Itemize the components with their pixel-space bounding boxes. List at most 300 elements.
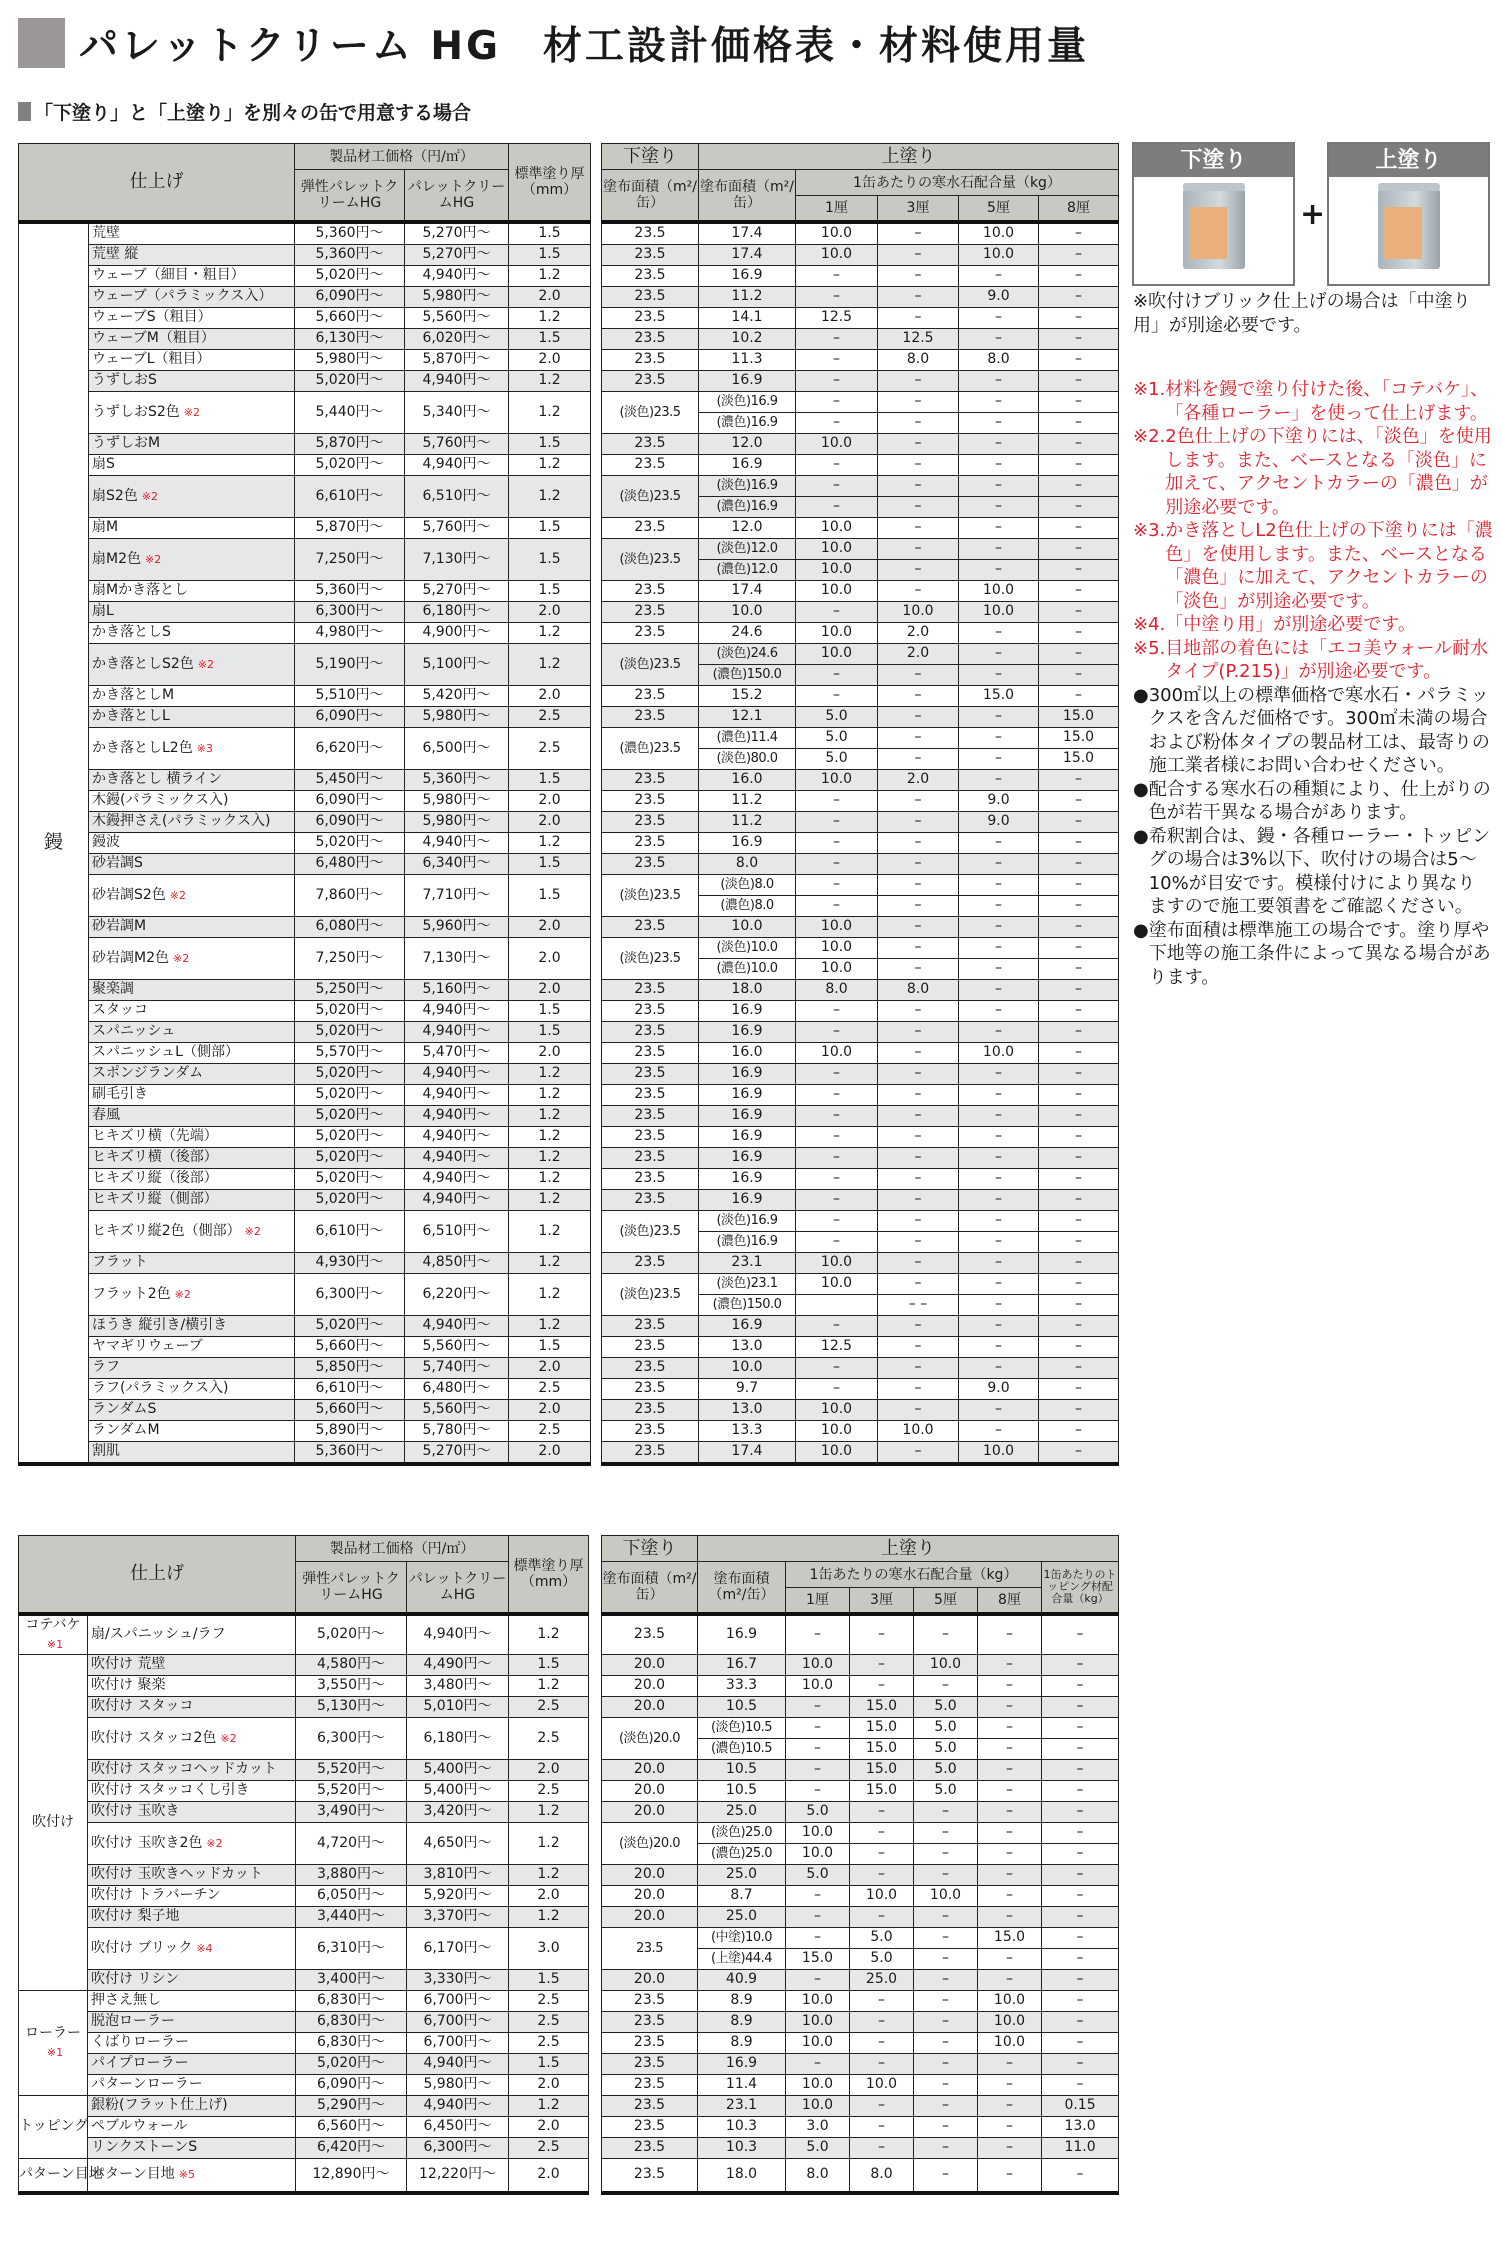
table-row <box>19 1357 1119 1378</box>
price-elastic: 5,440円～ <box>295 391 405 433</box>
table-row <box>19 1252 1119 1273</box>
table-row <box>19 454 1119 475</box>
footnote-ref: ※2 <box>141 489 159 503</box>
gap <box>591 1336 602 1357</box>
mix-amount: 10.0 <box>850 2074 914 2095</box>
price-standard: 5,340円～ <box>405 391 509 433</box>
topcoat-area: 16.9 <box>698 2053 786 2074</box>
mix-amount: – <box>796 853 878 874</box>
mix-amount: 5.0 <box>914 1738 978 1759</box>
finish-name <box>89 433 295 454</box>
thickness: 2.0 <box>509 1759 589 1780</box>
topcoat-area: (淡色)16.9 <box>699 391 796 412</box>
category-note: ※1 <box>46 2045 64 2059</box>
mix-amount: – <box>978 1675 1042 1696</box>
bullet-note <box>1133 778 1493 825</box>
finish-name-text: ランダムS <box>92 1401 157 1417</box>
mix-amount: 10.0 <box>878 601 959 622</box>
finish-name <box>88 2074 296 2095</box>
undercoat-area: 23.5 <box>602 517 699 538</box>
topping-amount: – <box>1042 2011 1119 2032</box>
category-label: 鏝 <box>43 831 63 853</box>
mix-amount: – <box>850 1654 914 1675</box>
table-row <box>19 1969 1119 1990</box>
thickness: 2.0 <box>509 1357 591 1378</box>
mix-amount: – <box>1039 811 1119 832</box>
price-elastic: 6,050円～ <box>296 1885 407 1906</box>
finish-name <box>88 1614 296 1655</box>
gap <box>591 307 602 328</box>
finish-name-text: ほうき 縦引き/横引き <box>92 1317 228 1333</box>
undercoat-area: 23.5 <box>602 1378 699 1399</box>
mix-amount: – <box>796 1168 878 1189</box>
mix-amount: – <box>914 2137 978 2158</box>
section-subtitle <box>18 98 471 125</box>
mix-amount: – <box>878 559 959 580</box>
finish-name-text: パターンローラー <box>91 2076 203 2092</box>
price-elastic: 6,830円～ <box>296 2032 407 2053</box>
finish-name-text: ウェーブ（細目・粗目） <box>92 267 245 283</box>
price-elastic: 5,020円～ <box>295 1126 405 1147</box>
topcoat-area: 16.7 <box>698 1654 786 1675</box>
footnote-ref: ※2 <box>206 1836 223 1850</box>
mix-amount: – <box>1039 1000 1119 1021</box>
topping-amount: – <box>1042 2053 1119 2074</box>
finish-name-text: 鏝波 <box>92 834 120 850</box>
mix-amount: – <box>914 1614 978 1655</box>
table-row <box>19 2053 1119 2074</box>
mix-amount: – <box>878 538 959 559</box>
topcoat-area: 8.0 <box>699 853 796 874</box>
price-elastic: 4,720円～ <box>296 1822 407 1864</box>
mix-amount: – <box>1039 1294 1119 1315</box>
mix-amount: 10.0 <box>796 1441 878 1464</box>
table-row <box>19 1927 1119 1948</box>
finish-name <box>88 2116 296 2137</box>
mix-amount: – <box>959 748 1039 769</box>
mix-amount: 15.0 <box>978 1927 1042 1948</box>
mix-amount: – <box>786 1696 850 1717</box>
topcoat-area: (濃色)150.0 <box>699 664 796 685</box>
finish-name <box>89 811 295 832</box>
thickness: 2.5 <box>509 1420 591 1441</box>
mix-amount: – <box>796 832 878 853</box>
finish-name <box>89 475 295 517</box>
mix-amount: – <box>878 1063 959 1084</box>
gap <box>591 790 602 811</box>
undercoat-area: (淡色)23.5 <box>602 1210 699 1252</box>
topcoat-area: 40.9 <box>698 1969 786 1990</box>
mix-amount: – <box>1039 769 1119 790</box>
gap <box>589 2095 602 2116</box>
mix-amount: 10.0 <box>978 1990 1042 2011</box>
finish-name-text: パイプローラー <box>91 2055 189 2071</box>
price-standard: 6,700円～ <box>407 2011 509 2032</box>
topcoat-area: 25.0 <box>698 1801 786 1822</box>
thickness: 2.0 <box>509 2158 589 2193</box>
mix-amount: – <box>878 706 959 727</box>
topcoat-area: (淡色)16.9 <box>699 475 796 496</box>
mix-amount: – <box>914 1906 978 1927</box>
price-standard: 4,940円～ <box>407 2053 509 2074</box>
gap <box>589 1885 602 1906</box>
mix-amount: 8.0 <box>878 349 959 370</box>
finish-name-text: リンクストーンS <box>91 2139 198 2155</box>
topcoat-area: 16.9 <box>699 1168 796 1189</box>
price-elastic: 7,860円～ <box>295 874 405 916</box>
mix-amount: 10.0 <box>959 580 1039 601</box>
mix-amount: – <box>1039 454 1119 475</box>
mix-amount: – <box>878 1021 959 1042</box>
topcoat-area: 8.7 <box>698 1885 786 1906</box>
table-row <box>19 433 1119 454</box>
price-elastic: 5,510円～ <box>295 685 405 706</box>
plus-icon: + <box>1300 197 1326 232</box>
finish-name-text: スパニッシュ <box>92 1023 176 1039</box>
topcoat-area: 10.5 <box>698 1759 786 1780</box>
mix-amount: – <box>959 937 1039 958</box>
undercoat-area: (淡色)23.5 <box>602 475 699 517</box>
mix-amount: 10.0 <box>959 244 1039 265</box>
table-row <box>19 580 1119 601</box>
mix-amount: – <box>796 664 878 685</box>
mix-amount: – <box>914 1864 978 1885</box>
undercoat-area: 23.5 <box>602 1063 699 1084</box>
price-elastic: 6,090円～ <box>296 2074 407 2095</box>
finish-name <box>89 979 295 1000</box>
mix-amount: – <box>959 706 1039 727</box>
footnote-ref: ※2 <box>197 657 215 671</box>
price-elastic: 5,360円～ <box>295 244 405 265</box>
topcoat-area: 12.1 <box>699 706 796 727</box>
mix-amount: 9.0 <box>959 790 1039 811</box>
finish-name <box>89 391 295 433</box>
header-row <box>19 1536 1119 1562</box>
undercoat-area: 23.5 <box>602 1147 699 1168</box>
mix-amount: – <box>850 1864 914 1885</box>
mix-amount: – <box>914 2074 978 2095</box>
gap <box>589 1801 602 1822</box>
thickness: 1.2 <box>509 1315 591 1336</box>
finish-name-text: 扇S <box>92 456 115 472</box>
thickness: 2.0 <box>509 1885 589 1906</box>
undercoat-area: 23.5 <box>602 1105 699 1126</box>
topcoat-area: (濃色)16.9 <box>699 412 796 433</box>
table-row <box>19 1654 1119 1675</box>
mix-amount: 3.0 <box>786 2116 850 2137</box>
mix-amount: – <box>959 664 1039 685</box>
price-standard: 6,700円～ <box>407 2032 509 2053</box>
topcoat-area: (淡色)10.0 <box>699 937 796 958</box>
gap <box>591 222 602 245</box>
mix-amount: 5.0 <box>914 1717 978 1738</box>
thickness: 1.5 <box>509 1654 589 1675</box>
price-standard: 7,130円～ <box>405 538 509 580</box>
thickness: 2.5 <box>509 1696 589 1717</box>
mix-amount: – <box>796 1126 878 1147</box>
footnote <box>1133 519 1493 613</box>
topcoat-area: 16.9 <box>699 1315 796 1336</box>
mix-amount: 15.0 <box>850 1696 914 1717</box>
topcoat-area: (淡色)80.0 <box>699 748 796 769</box>
price-standard: 5,360円～ <box>405 769 509 790</box>
price-standard: 5,760円～ <box>405 433 509 454</box>
undercoat-area: 23.5 <box>602 1441 699 1464</box>
footnote-mark: ※3. <box>1133 520 1166 541</box>
thickness: 1.5 <box>509 1969 589 1990</box>
price-standard: 6,500円～ <box>405 727 509 769</box>
thickness: 1.2 <box>509 1063 591 1084</box>
finish-name <box>89 790 295 811</box>
gap <box>591 1315 602 1336</box>
price-elastic: 6,310円～ <box>296 1927 407 1969</box>
table-row <box>19 1614 1119 1655</box>
mix-amount: 10.0 <box>914 1654 978 1675</box>
page-title-text: パレットクリーム HG 材工設計価格表・材料使用量 <box>79 24 1090 69</box>
finish-name-text: かき落とし 横ライン <box>92 771 223 787</box>
topcoat-area: 17.4 <box>699 580 796 601</box>
topcoat-can-label: 上塗り <box>1329 144 1488 177</box>
price-standard: 4,940円～ <box>405 370 509 391</box>
topcoat-area: 16.9 <box>699 832 796 853</box>
mix-col-header: 5厘 <box>914 1588 978 1614</box>
mix-amount: – <box>959 1084 1039 1105</box>
mix-amount: – <box>978 1885 1042 1906</box>
topping-amount: – <box>1042 1696 1119 1717</box>
mix-amount: 10.0 <box>786 2032 850 2053</box>
mix-amount: – <box>878 1441 959 1464</box>
thickness: 2.0 <box>509 349 591 370</box>
thickness: 1.2 <box>509 1252 591 1273</box>
mix-amount: 10.0 <box>959 222 1039 245</box>
mix-amount: 15.0 <box>850 1717 914 1738</box>
category-cell-パターン目地 <box>19 2158 103 2193</box>
mix-amount: – <box>914 1843 978 1864</box>
undercoat-area: 23.5 <box>602 1357 699 1378</box>
price-elastic: 7,250円～ <box>295 937 405 979</box>
mix-amount: 15.0 <box>850 1738 914 1759</box>
price-elastic: 5,980円～ <box>295 349 405 370</box>
price-elastic: 3,490円～ <box>296 1801 407 1822</box>
mix-amount: 10.0 <box>796 622 878 643</box>
finish-name <box>89 1252 295 1273</box>
price-elastic: 5,020円～ <box>295 1315 405 1336</box>
mix-amount: 5.0 <box>914 1780 978 1801</box>
bullet-note <box>1133 919 1493 990</box>
finish-name-text: かき落としS2色 <box>92 655 194 672</box>
mix-amount: 5.0 <box>914 1696 978 1717</box>
finish-name-text: ラフ(パラミックス入) <box>92 1380 229 1396</box>
footnote-ref: ※3 <box>196 741 213 755</box>
price-elastic: 5,250円～ <box>295 979 405 1000</box>
topping-amount: – <box>1042 1864 1119 1885</box>
footnote-mark: ※5. <box>1133 637 1166 659</box>
price-table-trowel <box>18 143 1119 1466</box>
price-elastic: 3,880円～ <box>296 1864 407 1885</box>
topcoat-area: (淡色)12.0 <box>699 538 796 559</box>
price-elastic: 5,360円～ <box>295 222 405 245</box>
gap <box>591 916 602 937</box>
topcoat-area: 16.9 <box>699 454 796 475</box>
mix-amount: – <box>1039 286 1119 307</box>
table-row <box>19 1441 1119 1464</box>
gap <box>591 1105 602 1126</box>
mix-amount: 10.0 <box>850 1885 914 1906</box>
finish-name <box>89 1399 295 1420</box>
category-label: トッピング <box>19 2118 89 2134</box>
mix-amount: – <box>786 1906 850 1927</box>
mix-amount: – <box>796 328 878 349</box>
mix-amount: – <box>796 1315 878 1336</box>
gap <box>589 1759 602 1780</box>
mix-amount: – <box>1039 222 1119 245</box>
price-standard: 4,940円～ <box>405 454 509 475</box>
topcoat-area: 23.1 <box>699 1252 796 1273</box>
thickness: 1.5 <box>509 1336 591 1357</box>
mix-amount: – <box>878 433 959 454</box>
finish-name-text: ウェーブ（パラミックス入） <box>92 288 273 304</box>
topcoat-area: 16.9 <box>699 1084 796 1105</box>
undercoat-area: 23.5 <box>602 1315 699 1336</box>
category-cell-ローラー <box>19 1990 88 2095</box>
finish-name-text: ペブルウォール <box>91 2118 188 2134</box>
thickness: 2.5 <box>509 2011 589 2032</box>
table-row <box>19 517 1119 538</box>
mix-amount: – <box>978 1822 1042 1843</box>
mix-amount: – <box>796 1357 878 1378</box>
mix-amount: – <box>796 1189 878 1210</box>
table-row <box>19 916 1119 937</box>
mix-amount: – <box>1039 1420 1119 1441</box>
undercoat-area: 23.5 <box>602 1168 699 1189</box>
mix-amount: – <box>878 1315 959 1336</box>
gap <box>591 144 602 222</box>
price-elastic: 3,550円～ <box>296 1675 407 1696</box>
undercoat-area-header: 塗布面積（m²/缶） <box>602 170 699 222</box>
mix-amount: – <box>850 1822 914 1843</box>
finish-name-text: ヒキズリ横（先端） <box>92 1128 218 1144</box>
mix-amount: 15.0 <box>1039 706 1119 727</box>
mix-amount: – <box>1039 622 1119 643</box>
table-row <box>19 1906 1119 1927</box>
mix-amount: – <box>796 601 878 622</box>
table-row <box>19 1315 1119 1336</box>
mix-amount: – <box>1039 895 1119 916</box>
finish-name <box>88 1717 296 1759</box>
finish-name <box>88 1969 296 1990</box>
topcoat-area: 17.4 <box>699 244 796 265</box>
mix-amount: 10.0 <box>796 916 878 937</box>
mix-amount: – <box>796 1021 878 1042</box>
topcoat-area: (淡色)23.1 <box>699 1273 796 1294</box>
topcoat-area: 16.9 <box>699 1189 796 1210</box>
finish-name <box>89 1084 295 1105</box>
gap <box>589 2032 602 2053</box>
mix-amount: 10.0 <box>786 1675 850 1696</box>
table-row <box>19 1021 1119 1042</box>
undercoat-area: 20.0 <box>602 1885 698 1906</box>
finish-name <box>89 328 295 349</box>
price-header: 製品材工価格（円/㎡） <box>296 1536 509 1562</box>
mix-amount: – <box>959 853 1039 874</box>
price-elastic: 12,890円～ <box>296 2158 407 2193</box>
mix-amount: – <box>978 1654 1042 1675</box>
gap <box>589 1780 602 1801</box>
finish-name <box>88 1780 296 1801</box>
thickness: 1.5 <box>509 1000 591 1021</box>
topcoat-area: 16.9 <box>699 1000 796 1021</box>
price-standard: 5,780円～ <box>405 1420 509 1441</box>
topping-amount: – <box>1042 1906 1119 1927</box>
mix-amount: – <box>959 433 1039 454</box>
undercoat-area: 23.5 <box>602 349 699 370</box>
footnote-text: 2色仕上げの下塗りには、「淡色」を使用します。また、ベースとなる「淡色」に加えて、アクセントカラーの「濃色」が別途必要です。 <box>1165 426 1492 518</box>
price-standard: 5,560円～ <box>405 1336 509 1357</box>
gap <box>591 1147 602 1168</box>
undercoat-area: 23.5 <box>602 706 699 727</box>
mix-amount: – <box>796 1063 878 1084</box>
finish-name <box>88 1654 296 1675</box>
finish-name <box>89 937 295 979</box>
topcoat-area: 16.9 <box>698 1614 786 1655</box>
mix-amount: 10.0 <box>796 643 878 664</box>
finish-name <box>89 580 295 601</box>
table-row <box>19 1864 1119 1885</box>
topping-amount: – <box>1042 2032 1119 2053</box>
mix-amount: – <box>914 1927 978 1948</box>
table-row <box>19 244 1119 265</box>
finish-name <box>88 2095 296 2116</box>
finish-name <box>88 1906 296 1927</box>
finish-name <box>89 727 295 769</box>
footnote <box>1133 425 1493 519</box>
gap <box>591 1126 602 1147</box>
price-standard: 5,160円～ <box>405 979 509 1000</box>
mix-amount: – <box>878 580 959 601</box>
mix-amount: 10.0 <box>796 244 878 265</box>
mix-amount: – <box>796 1231 878 1252</box>
topping-amount: – <box>1042 1927 1119 1948</box>
undercoat-header: 下塗り <box>602 1536 698 1562</box>
mix-amount: – <box>978 1906 1042 1927</box>
finish-name <box>89 1441 295 1464</box>
finish-name-text: 押さえ無し <box>91 1992 161 2008</box>
mix-amount: – <box>959 1105 1039 1126</box>
undercoat-area: (淡色)20.0 <box>602 1822 698 1864</box>
footnote-ref: ※2 <box>145 552 162 566</box>
topping-amount: – <box>1042 1717 1119 1738</box>
thickness: 2.5 <box>509 706 591 727</box>
mix-amount: – <box>786 1738 850 1759</box>
topping-amount: – <box>1042 1780 1119 1801</box>
table-row <box>19 2011 1119 2032</box>
mix-amount: 25.0 <box>850 1969 914 1990</box>
finish-name-text: 砂岩調S <box>92 855 143 871</box>
price-elastic: 3,440円～ <box>296 1906 407 1927</box>
mix-amount: – <box>796 412 878 433</box>
finish-name-text: フラット <box>92 1254 148 1270</box>
thickness: 1.5 <box>509 2053 589 2074</box>
table-row <box>19 1084 1119 1105</box>
category-cell-鏝 <box>19 222 89 1464</box>
mix-amount: – <box>850 1614 914 1655</box>
price-standard: 7,710円～ <box>405 874 509 916</box>
mix-col-header: 8厘 <box>1039 196 1119 222</box>
gap <box>589 1536 602 1614</box>
finish-name-text: フラット2色 <box>92 1285 171 1302</box>
mix-amount: – <box>914 1822 978 1843</box>
topcoat-header: 上塗り <box>698 1536 1119 1562</box>
